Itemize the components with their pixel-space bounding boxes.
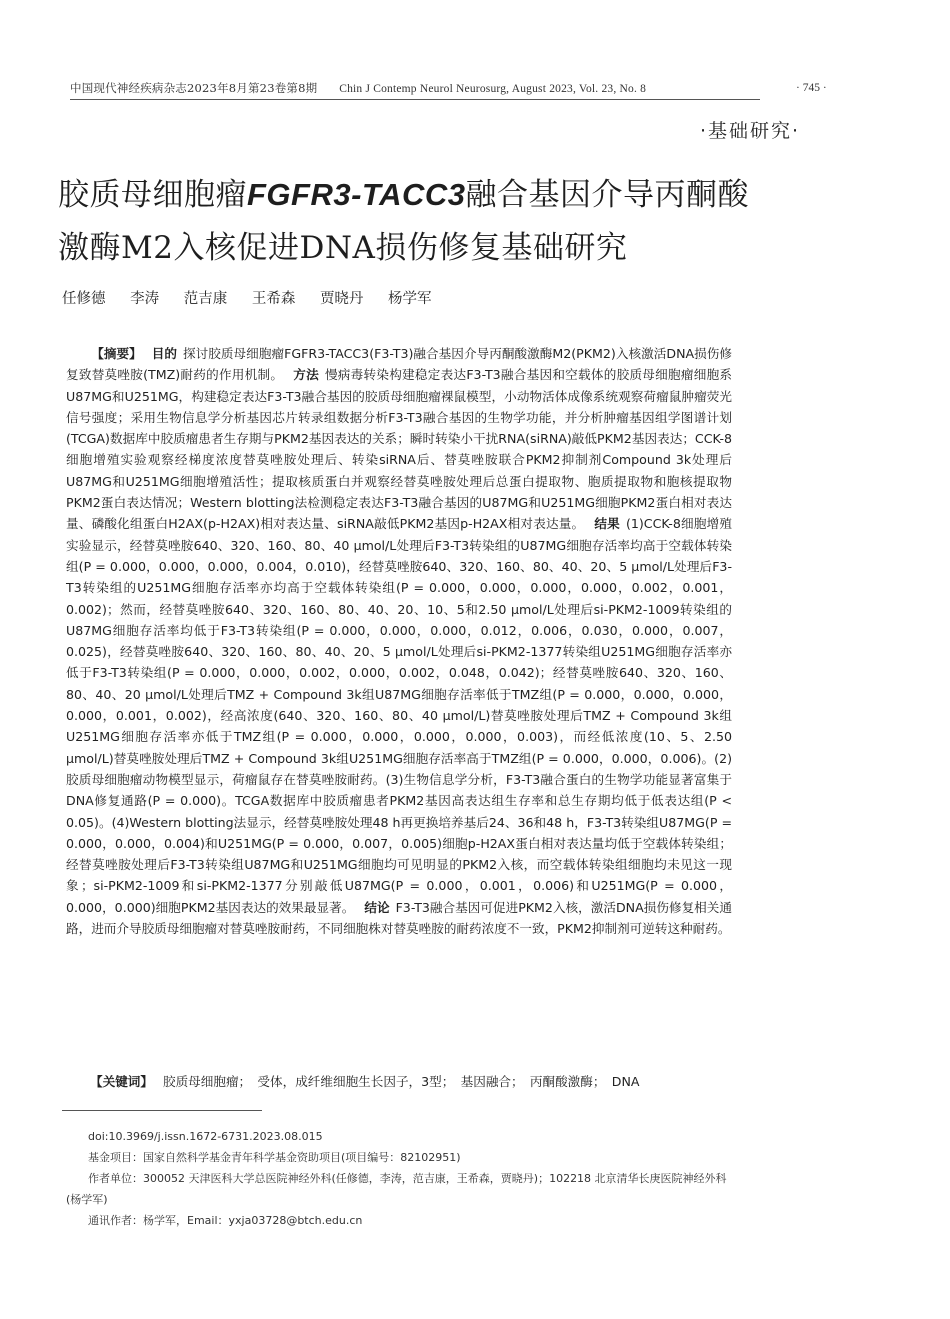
objective-text: 探讨胶质母细胞瘤FGFR3-TACC3(F3-T3)融合基因介导丙酮酸激酶M2(PKM2)入核激活DNA损伤修复致替莫唑胺(TMZ)耐药的作用机制。 (66, 346, 733, 383)
funding: 基金项目：国家自然科学基金青年科学基金资助项目(项目编号：82102951) (88, 1151, 461, 1164)
keywords-label: 【关键词】 (90, 1074, 153, 1089)
results-text: (1)CCK-8细胞增殖实验显示，经替莫唑胺640、320、160、80、40 μmol/L处理后F3-T3转染组的U87MG细胞存活率均高于空载体转染组(P = 0.000，0.000，0.000，0.004，0.010)，经替莫唑胺640、320、160、80、40、20、5 μmol/L处理后F3-T3转染组的U251MG细胞存活率亦均高于空载体转染组(P = 0.000，0.000，0.000，0.000，0.002，0.001，0.002)；然而，经替莫唑胺640、320、160、80、40、20、10、5和2.50 μmol/L处理后si-PKM2-1009转染组的U87MG细胞存活率均低于F3-T3转染组(P = 0.000，0.000，0.000，0.012，0.006，0.030，0.000，0.007，0.025)，经替莫唑胺640、320、160、80、40、20、5 μmol/L处理后si-PKM2-1377转染组U251MG细胞存活率亦低于F3-T3转染组(P = 0.000，0.000，0.002，0.000，0.002，0.048，0.042)；经替莫唑胺640、320、160、80、40、20 μmol/L处理后TMZ + Compound 3k组U87MG细胞存活率低于TMZ组(P = 0.000，0.000，0.000，0.000，0.001，0.002)，经高浓度(640、320、160、80、40 μmol/L)替莫唑胺处理后TMZ + Compound 3k组U251MG细胞存活率亦低于TMZ组(P = 0.000，0.000，0.000，0.000，0.003)，而经低浓度(10、5、2.50 μmol/L)替莫唑胺处理后TMZ + Compound 3k组U251MG细胞存活率高于TMZ组(P = 0.000，0.000，0.006)。(2)胶质母细胞瘤动物模型显示，荷瘤鼠存在替莫唑胺耐药。(3)生物信息学分析，F3-T3融合蛋白的生物学功能显著富集于DNA修复通路(P = 0.000)。TCGA数据库中胶质瘤患者PKM2基因高表达组生存率和总生存期均低于低表达组(P < 0.05)。(4)Western blotting法显示，经替莫唑胺处理48 h再更换培养基后24、36和48 h，F3-T3转染组U87MG(P = 0.000，0.000，0.004)和U251MG(P = 0.000，0.007，0.005)细胞p-H2AX蛋白相对表达量均低于空载体转染组；经替莫唑胺处理后F3-T3转染组U87MG和U251MG细胞均可见明显的PKM2入核，而空载体转染组细胞均未见这一现象；si-PKM2-1009和si-PKM2-1377分别敲低U87MG(P = 0.000，0.001，0.006)和U251MG(P = 0.000，0.000，0.000)细胞PKM2基因表达的效果最显著。 (66, 516, 733, 915)
footnote-divider (62, 1110, 262, 1111)
title-gene: FGFR3-TACC3 (247, 177, 466, 212)
conclusion-text: F3-T3融合基因可促进PKM2入核，激活DNA损伤修复相关通路，进而介导胶质母细胞瘤对替莫唑胺耐药，不同细胞株对替莫唑胺的耐药浓度不一致，PKM2抑制剂可逆转这种耐药。 (66, 899, 732, 937)
title-line1-suffix: 融合基因介导丙酮酸 (465, 177, 749, 213)
abstract (66, 343, 732, 939)
conclusion-heading: 结论 (364, 899, 390, 915)
objective-heading: 目的 (151, 346, 178, 361)
author-list (62, 287, 452, 308)
running-head (70, 80, 760, 100)
correspondence: 通讯作者：杨学军，Email：yxja03728@btch.edu.cn (88, 1214, 363, 1227)
affiliation: 作者单位：300052 天津医科大学总医院神经外科(任修德，李涛，范吉康，王希森，贾晓丹)；102218 北京清华长庚医院神经外科(杨学军) (66, 1172, 727, 1206)
methods-heading: 方法 (293, 367, 319, 383)
author: 范吉康 (183, 291, 228, 307)
author: 杨学军 (388, 291, 432, 307)
methods-text: 慢病毒转染构建稳定表达F3-T3融合基因和空载体的胶质母细胞瘤细胞系U87MG和U251MG，构建稳定表达F3-T3融合基因的胶质母细胞瘤裸鼠模型，小动物活体成像系统观察荷瘤鼠肿瘤荧光信号强度；采用生物信息学分析基因芯片转录组数据分析F3-T3融合基因的生物学功能，并分析肿瘤基因组学图谱计划(TCGA)数据库中胶质瘤患者生存期与PKM2基因表达的关系；瞬时转染小干扰RNA(siRNA)敲低PKM2基因表达；CCK-8细胞增殖实验观察经梯度浓度替莫唑胺处理后、转染siRNA后、替莫唑胺联合PKM2抑制剂Compound 3k处理后U87MG和U251MG细胞增殖活性；提取核质蛋白并观察经替莫唑胺处理后总蛋白提取物、胞质提取物和胞核提取物PKM2蛋白表达情况；Western blotting法检测稳定表达F3-T3融合基因的U87MG和U251MG细胞PKM2蛋白相对表达量、磷酸化组蛋白H2AX(p-H2AX)相对表达量、siRNA敲低PKM2基因p-H2AX相对表达量。 (66, 367, 733, 532)
results-heading: 结果 (594, 516, 620, 532)
article-title (58, 168, 878, 275)
keywords (90, 1071, 730, 1090)
section-tag: ·基础研究· (700, 120, 801, 142)
author: 王希森 (251, 291, 296, 307)
page-number: · 745 · (796, 82, 827, 94)
author: 贾晓丹 (319, 291, 364, 307)
keywords-text: 胶质母细胞瘤； 受体，成纤维细胞生长因子，3型； 基因融合； 丙酮酸激酶； DNA (162, 1074, 640, 1089)
journal-cn: 中国现代神经疾病杂志2023年8月第23卷第8期 (70, 81, 318, 95)
author: 李涛 (130, 291, 160, 307)
doi: doi:10.3969/j.issn.1672-6731.2023.08.015 (88, 1130, 323, 1143)
journal-en: Chin J Contemp Neurol Neurosurg, August 2023, Vol. 23, No. 8 (339, 83, 647, 95)
abstract-label: 【摘要】 (91, 346, 142, 361)
title-prefix: 胶质母细胞瘤 (58, 177, 247, 213)
author: 任修德 (62, 291, 106, 307)
footnotes (66, 1126, 736, 1231)
title-line2: 激酶M2入核促进DNA损伤修复基础研究 (58, 230, 628, 266)
